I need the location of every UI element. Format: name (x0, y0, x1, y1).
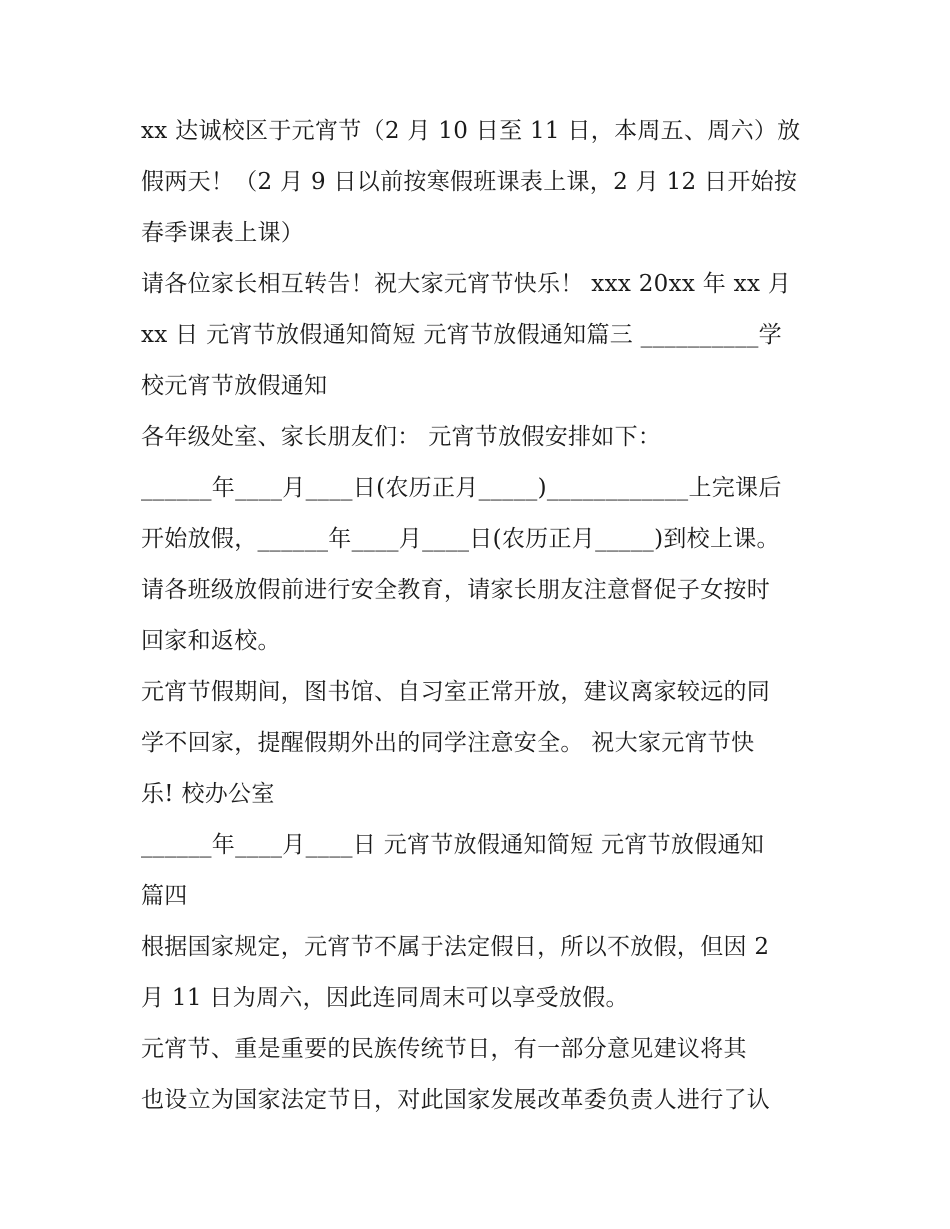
text-line: 春季课表上课） (141, 220, 305, 246)
document-body (141, 109, 821, 1129)
text-line: 也设立为国家法定节日，对此国家发展改革委负责人进行了认 (141, 1087, 771, 1113)
text-line: 各年级处室、家长朋友们： 元宵节放假安排如下： (141, 424, 662, 450)
text-line: 请各位家长相互转告！祝大家元宵节快乐！ xxx 20xx 年 xx 月 (141, 271, 792, 297)
text-line: 元宵节假期间，图书馆、自习室正常开放，建议离家较远的同 (141, 679, 771, 705)
text-line: 开始放假，______年____月____日(农历正月_____)到校上课。 (141, 526, 780, 552)
text-line: 元宵节、重是重要的民族传统节日，有一部分意见建议将其 (141, 1036, 747, 1062)
text-line: 假两天！（2 月 9 日以前按寒假班课表上课，2 月 12 日开始按 (141, 169, 798, 195)
text-line: xx 达诚校区于元宵节（2 月 10 日至 11 日，本周五、周六）放 (141, 118, 801, 144)
text-line: xx 日 元宵节放假通知简短 元宵节放假通知篇三 __________学 (141, 322, 782, 348)
text-line: 篇四 (141, 883, 188, 909)
text-line: 回家和返校。 (141, 628, 281, 654)
text-line: ______年____月____日 元宵节放假通知简短 元宵节放假通知 (141, 832, 765, 858)
text-line: 根据国家规定，元宵节不属于法定假日，所以不放假，但因 2 (141, 934, 770, 960)
text-line: 学不回家，提醒假期外出的同学注意安全。 祝大家元宵节快 (141, 730, 755, 756)
text-line: 月 11 日为周六，因此连同周末可以享受放假。 (141, 985, 629, 1011)
text-line: ______年____月____日(农历正月_____)____________上完课后 (141, 475, 782, 501)
text-line: 乐! 校办公室 (141, 781, 275, 807)
text-line: 校元宵节放假通知 (141, 373, 328, 399)
text-line: 请各班级放假前进行安全教育，请家长朋友注意督促子女按时 (141, 577, 771, 603)
